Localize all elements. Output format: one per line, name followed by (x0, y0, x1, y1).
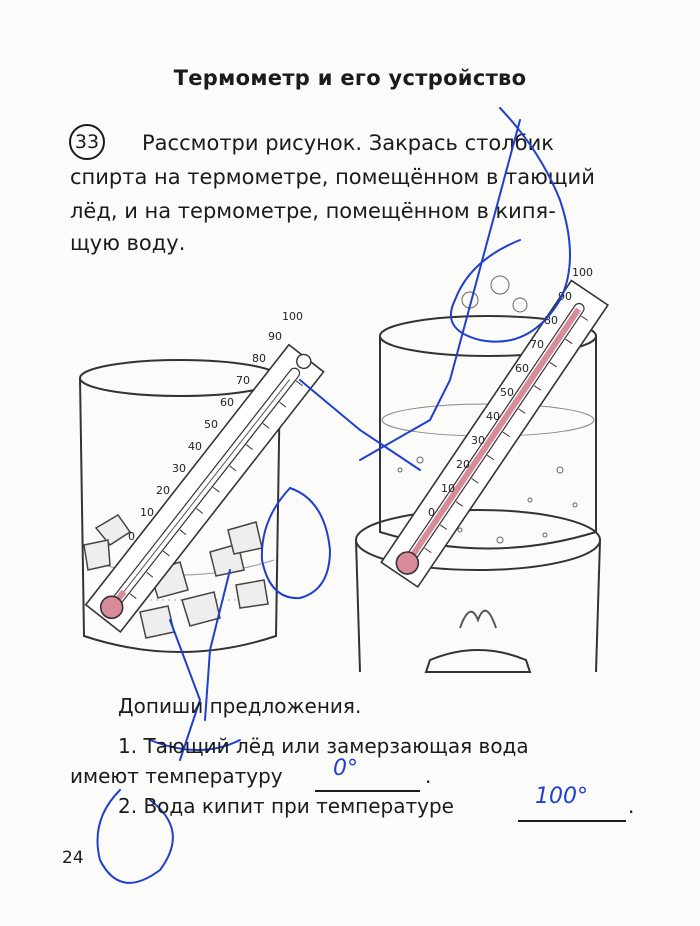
tl-label-100: 100 (282, 310, 303, 323)
sentence-2: 2. Вода кипит при температуре (118, 794, 454, 818)
tr-label-70: 70 (530, 338, 544, 351)
tl-label-0: 0 (128, 530, 135, 543)
tl-label-10: 10 (140, 506, 154, 519)
sentence-2-end: . (628, 794, 635, 818)
tr-label-80: 80 (544, 314, 558, 327)
page-number: 24 (62, 848, 84, 868)
sentence-1-line-2: имеют температуру (70, 764, 283, 788)
tr-label-0: 0 (428, 506, 435, 519)
tl-label-60: 60 (220, 396, 234, 409)
burner (356, 510, 600, 672)
tl-label-50: 50 (204, 418, 218, 431)
answer-blank-2[interactable] (518, 820, 626, 822)
tl-label-20: 20 (156, 484, 170, 497)
task-text-line-1: Рассмотри рисунок. Закрась столбик (142, 131, 554, 155)
tr-label-40: 40 (486, 410, 500, 423)
page-title: Термометр и его устройство (173, 66, 527, 90)
tl-label-80: 80 (252, 352, 266, 365)
tr-label-30: 30 (471, 434, 485, 447)
sentence-1-end: . (425, 764, 432, 788)
task-text-line-2: спирта на термометре, помещённом в тающий (70, 165, 595, 189)
tl-label-40: 40 (188, 440, 202, 453)
answer-blank-1[interactable] (315, 790, 420, 792)
tr-label-60: 60 (515, 362, 529, 375)
tr-label-90: 90 (558, 290, 572, 303)
tr-label-100: 100 (572, 266, 593, 279)
fill-heading: Допиши предложения. (118, 694, 362, 718)
task-text-line-4: щую воду. (70, 231, 186, 255)
answer-1: 0° (333, 756, 358, 781)
thermometer-right (381, 280, 608, 586)
tl-label-70: 70 (236, 374, 250, 387)
tl-label-90: 90 (268, 330, 282, 343)
answer-2: 100° (535, 784, 588, 809)
tr-label-50: 50 (500, 386, 514, 399)
tr-label-20: 20 (456, 458, 470, 471)
task-text-line-3: лёд, и на термометре, помещённом в кипя- (70, 199, 556, 223)
task-number: 33 (69, 124, 105, 160)
tr-label-10: 10 (441, 482, 455, 495)
sentence-1-line-1: 1. Тающий лёд или замерзающая вода (118, 734, 529, 758)
tl-label-30: 30 (172, 462, 186, 475)
